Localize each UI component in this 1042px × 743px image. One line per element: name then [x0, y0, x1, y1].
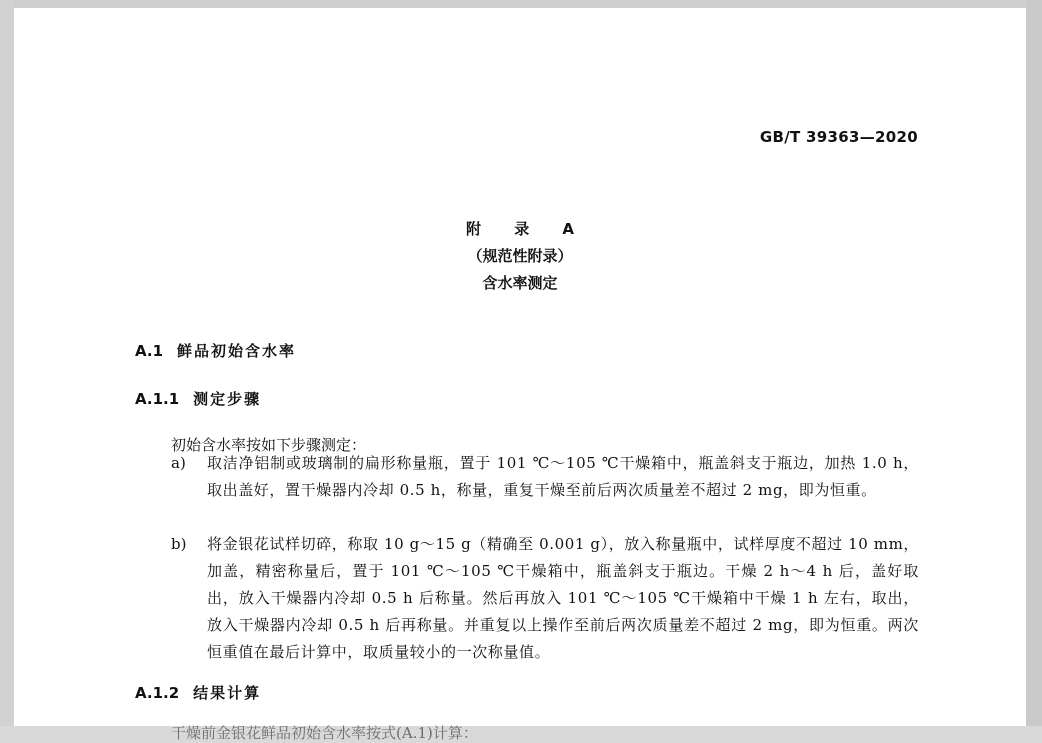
item-text: 将金银花试样切碎，称取 10 g～15 g（精确至 0.001 g），放入称量瓶中，试样厚度不超过 10 mm，加盖，精密称量后，置于 101 ℃～105 ℃干燥箱中，瓶盖斜支于瓶边。干燥 2 h～4 h 后，盖好取出，放入干燥器内冷却 0.5 h 后称量。然后再放入 101 ℃～105 ℃干燥箱中干燥 1 h 左右，取出，放入干燥器内冷却 0.5 h 后再称量。并重复以上操作至前后两次质量差不超过 2 mg，即为恒重。两次恒重值在最后计算中，取质量较小的一次称量值。: [207, 535, 919, 661]
section-number: A.1: [135, 342, 164, 360]
appendix-type: （规范性附录）: [467, 247, 573, 265]
section-label: 鲜品初始含水率: [177, 342, 297, 360]
scan-border-top: [0, 0, 1042, 8]
scan-border-left: [0, 0, 14, 726]
item-marker: b): [171, 535, 187, 553]
procedure-intro: 初始含水率按如下步骤测定：: [171, 436, 367, 454]
procedure-item: [171, 450, 919, 504]
item-marker: a): [171, 454, 186, 472]
section-a1-2: [135, 682, 261, 703]
scan-border-right: [1026, 0, 1042, 726]
standard-code: GB/T 39363—2020: [759, 128, 918, 146]
section-label: 结果计算: [193, 684, 262, 702]
cut-off-line: 干燥前金银花鲜品初始含水率按式(A.1)计算：: [171, 724, 478, 742]
appendix-title: 附 录 A: [465, 220, 589, 238]
section-number: A.1.1: [135, 390, 180, 408]
appendix-heading: [14, 216, 1026, 297]
section-number: A.1.2: [135, 684, 180, 702]
procedure-item: [171, 531, 919, 666]
document-page: [14, 8, 1026, 742]
section-label: 测定步骤: [193, 390, 262, 408]
section-a1: [135, 340, 296, 361]
appendix-subject: 含水率测定: [482, 274, 558, 292]
item-text: 取洁净铝制或玻璃制的扁形称量瓶，置于 101 ℃～105 ℃干燥箱中，瓶盖斜支于瓶边，加热 1.0 h，取出盖好，置干燥器内冷却 0.5 h，称量，重复干燥至前后两次质量差不超过 2 mg，即为恒重。: [207, 454, 919, 499]
section-a1-1: [135, 388, 261, 409]
